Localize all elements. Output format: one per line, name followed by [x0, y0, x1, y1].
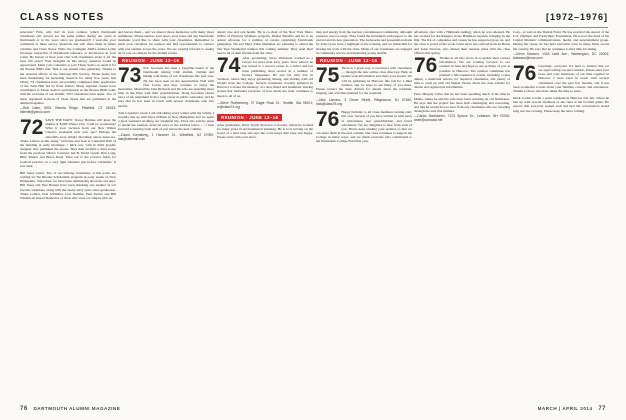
footer-left	[20, 406, 120, 412]
class-year-numeral: 74	[217, 54, 241, 78]
reunion-banner: REUNION · JUNE 13–16	[217, 114, 282, 121]
reunion-banner: REUNION · JUNE 13–16	[118, 57, 183, 64]
class-notes-block	[513, 61, 609, 93]
class-year-numeral: 72	[20, 116, 44, 139]
class-notes-block	[118, 66, 214, 108]
issue-date: MARCH | APRIL 2014	[537, 406, 593, 411]
column-3	[217, 30, 313, 404]
class-notes-block	[316, 110, 412, 143]
column-text: There is a great way to reconnect with classmates — through the new online class directory. Help us update your information and share your stories. We will be gathering in Hanover this fall for a mini reunion, and we hope to see many of you there. Please contact the class officers for details about the schedule, lodging, and activities planned for the weekend.	[316, 66, 412, 96]
class-notes-block	[414, 56, 510, 89]
column-text: After graduation, Dave Trevin moved to Colorado, where he worked for many years in environmental planning. He is now serving on the board of a land trust and says the work keeps him busy and happy. Please write with your news.	[217, 122, 313, 140]
column-4	[316, 30, 412, 404]
column-text: Tom Capitanio wrote: I am still skiing every winter with my family. I recently met up with Dave O'Brien in New Hampshire and we spent a great weekend recalling our freshman trip. Dave also said he plans to attend the reunion. Send all news to the address below — I look forward to hearing from each of you before the next column.	[118, 110, 214, 132]
header-rule	[20, 27, 608, 28]
class-secretary-signature: —Bob Lilien, 5931 Victoria Ridge, Pittsfield, CT 06233; bilienbt@yahoo.com	[20, 106, 116, 114]
column-text: Eric Sorensen has been a longtime leader of the Dartmouth Outing Club alumni, visiting and hiking with many of our classmates this past year. He has been seen on the Appalachian Trail with Don Lewis, and they continue to enjoy the mountains. Meanwhile, Dan Richards and his wife are spending more time in the West with their grandchildren. Doug Goodwin shares news of his retirement from a long career in public education, and he says that he has been in touch with several classmates who live nearby.	[118, 66, 214, 108]
column-text: After graduating, Steve Weinstein worked as a lawyer for more than forty years. Now retired, he has turned to a second career as a writer and has been publishing short stories in a number of literary magazines. He and his wife live in Vermont, where they enjoy gardening, hiking, and visiting with old friends from the College. Several classmates recently gathered in Hanover to honor the memory of a dear friend and teammate, sharing stories that reminded everyone of how much the class continues to mean to all of us.	[217, 56, 313, 98]
publication-name: DARTMOUTH ALUMNI MAGAZINE	[33, 406, 121, 411]
footer-right	[538, 406, 606, 412]
section-title: CLASS NOTES	[20, 12, 105, 23]
column-text: Corp., as well as the Danish Fund. He has received the Award of the U.S. Olympic and Paralympic Foundation. He is now the head of his Capital Markets' communications, media, and entertainment group. During his career, he has held executive roles in many firms across the country. He says that he continues to find time for skiing.	[513, 30, 609, 51]
class-year-numeral: 73	[118, 64, 142, 88]
class-secretary-signature: —Steve Rothenberg, 37 Eagle Rock Ct., Seattle, WA 98101; sr@class74.org	[217, 100, 313, 109]
page-number-left: 76	[20, 406, 28, 412]
column-text: adventure, (not with a Hallmark ending), when he was released. He has worked for the Rangers in the Hamilton bayside, bringing in the fish. The list of companies and causes he has supported goes on, and the class is proud of his work. Great news also arrived from Al Burns and Gabe Newton, who shared their reunion plans with the class officers this spring.	[414, 30, 510, 55]
class-years-range: [1972–1976]	[545, 12, 608, 22]
column-text: Greetings, everyone. It's hard to believe that we are approaching our next reunion. Please send your news and your memories of our time together in Hanover. I have been in touch with several classmates over the past few months, and it has been wonderful to hear about your families, careers, and adventures. Thanks to those who have taken the time to write.	[513, 63, 609, 93]
column-text: and leaves them... and we shared those memories with many more teammates. Please send us your news, your notes and any Dartmouth moments you'd like to share with your classmates. Remember to mark your calendars for reunion and find opportunities to connect with one another across the years. We are looking forward to seeing all of you on campus for the alumni events.	[118, 30, 214, 55]
column-text: Peter Murphy writes that he has been spending much of his time in Maine, where he and his wife have been restoring an old farmhouse. He says that the project has been both challenging and rewarding, and that he would love to hear from any classmates who are traveling through the area this summer.	[414, 92, 510, 113]
class-year-numeral: 76	[513, 61, 537, 85]
class-year-numeral: 76	[414, 54, 438, 78]
column-text: Mark Jordan recalls a great weekend in Hanover last fall, where he met up with several members of the class at the football game. He reports that everyone looked well and that the conversation lasted long into the evening. Please keep the news coming.	[513, 96, 609, 113]
class-secretary-signature: —Carlos Bartolomei, 7123 Spruce Dr., Lebanon, NH 03766; cbart@comcast.net	[414, 114, 510, 123]
column-6	[513, 30, 609, 404]
column-2	[118, 30, 214, 404]
class-year-numeral: 75	[316, 64, 340, 88]
column-text: Happy birthday to all Class members turning sixty this year. Several of you have written in with news of retirements, new grandchildren, and travel adventures. We are delighted to hear from each of you. Please keep sending your updates so that we can share them in the next column. Our class continues to support the College in many ways, and we thank everyone who contributed to the Dartmouth College Fund this year.	[316, 110, 412, 144]
reunion-banner: REUNION · JUNE 13–16	[316, 57, 381, 64]
column-text: map and energy from the nuclear contaminated community, although presence was too large. They found the movement with respect to the current and its new generation. The backpacks and presentation made by Tom Lyons were a highlight of the evening, and we thank him for sharing his work with the class. Many of our classmates are engaged in community service and mentoring young alumni.	[316, 30, 412, 55]
page-header	[8, 7, 618, 31]
class-year-numeral: 76	[316, 108, 340, 132]
column-1	[20, 30, 116, 404]
column-5	[414, 30, 510, 404]
class-secretary-signature: —Nick Lamazz, 3 Grove Street, Ridgewood, NJ 07450; nick@class75.org	[316, 98, 412, 107]
class-notes-block	[316, 66, 412, 95]
class-notes-block	[217, 56, 313, 98]
column-text: SAVE THE DATE: Tracey Holmes will greet the alumni at 8,000 Winter City, could be wondering? What is your vacation from our New Winter Classics weekends next year ago? Perhaps the snowfalls were simply shoveling where dates are. Thane Lemon recalls being "welcome and look at Campbell Hall of the building in early mornings..." Dick was "still in 2019 graphic designer who published the Green. They then recalled a drive home from the previous Winter Carnival, but B. David Lynch. Ban Long, Billy Kletter and Bruce Reed. Then out to the practice fields for football practice on a very tight schedule just before Christmas. It was dark.	[20, 118, 116, 168]
class-secretary-signature: —Kevin Dawson, 1404 Ladd Ave., Washington, DC 20003; kdawson@mac.com	[513, 51, 609, 60]
column-text: Thanks to all who wrote in to update their contact information. We are looking forward to our reunion in June and hope to see as many of you as possible in Hanover. The reunion committee has planned a full weekend of events, including a class dinner, a memorial service for departed classmates, and plenty of time to catch up with old friends. Please check the class website for details and registration information.	[414, 56, 510, 90]
class-secretary-signature: —David Kornsberg, 1 Hanover St., Westfield, NJ 07090; dak@dakmail.com	[118, 132, 214, 141]
column-text: selection? First, why me? In your opinion, which Dartmouth classmates (all across) are the same (either during our years at Dartmouth or in the years since we graduated)? I welcome your comments to these survey questions and will share them in future columns and Class Notes. Write the Collegian 2020's former Lyme beverage respectful of Dartmouth tolerance or intolerance in your youth. Be honest or have your chat with classmates about it for the next 100 years? Your thoughts on this survey question would be appreciated. Mark your calendars to join Thane Seabo on April 9 for the Boston BDD ride. This is our annual class gathering. Thanks to the research efforts of the National MS Society. Thane Seabo has been fundraising for including research for many five years. Jim Ollary '72 classmates have successfully completed their application of the Tuck Hall led by Peter Zalton. Many regional classes have contributed to Thane Seabo's participation in the Boston BDD walk. Still the welcome of our alumni, 1972 classmates have spent. Two of these organized sections of Class Notes that are published in the alumni magazine.	[20, 30, 116, 105]
column-text: dental care and oral health. He is co-chair of the New York Metro Office of Physical Wellness program, Dental Benefits and he is an ardent advocate for a number of events organizing Dartmouth gatherings. He and Mary Ellen Shanahan are planning to attend the Ten Year Wonderful reunion this coming summer. They send their best to all of their friends from the class.	[217, 30, 313, 55]
column-text: Bill Jones writes: Two of our lifelong classmates, at this point, are waiting for the Rhodes Scholarship program in early weeks of New Hampshire. Since then, we have been reminiscing about the old days. Bill Jones and Pete Barnett have been thanking one another as our favorite traditions, along with the nearly sixty years since graduation. Thane Lemon, Pete Schindler, Lisa Neddler, Paul Turner and Bill Whalen all shared memories of those who were on campus with us.	[20, 170, 116, 200]
class-notes-block	[20, 118, 116, 168]
page-number-right: 77	[598, 406, 606, 412]
